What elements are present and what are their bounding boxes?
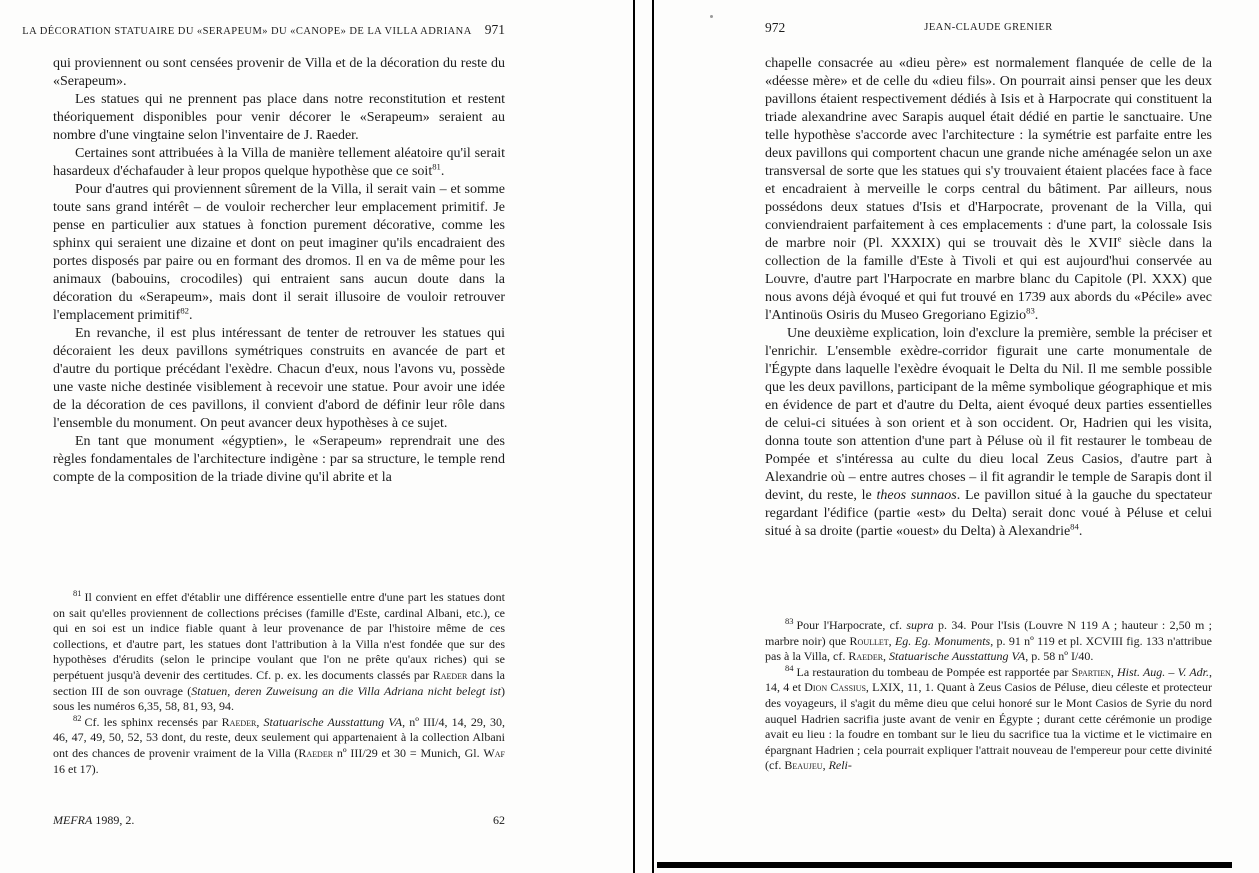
right-running-head <box>765 22 1212 38</box>
left-folio: 971 <box>484 22 505 37</box>
body-paragraph: chapelle consacrée au «dieu père» est normalement flanquée de celle de la «déesse mère» et de celle du «dieu fils». On pourrait ainsi penser que les deux pavillons étaient respectivement dédiés à Isis et à Harpocrate qui constituent la triade alexandrine avec Sarapis auquel était dédié en partie le sanctuaire. Une telle hypothèse s'accorde avec l'architecture : la symétrie est parfaite entre les deux pavillons qui comportent chacun une grande niche aménagée selon un axe transversal de sorte que les statues qui s'y trouvaient étaient placées face à face et encadraient à merveille le corps central du bâtiment. Par ailleurs, nous possédons deux statues d'Isis et d'Harpocrate, provenant de la Villa, qui conviendraient parfaitement à ces emplacements : d'une part, la colossale Isis de marbre noir (Pl. XXXIX) qui se trouvait dès le XVIIe siècle dans la collection de la famille d'Este à Tivoli et qui est aujourd'hui conservée au Louvre, d'autre part l'Harpocrate en marbre blanc du Capitole (Pl. XXX) que nous avons déjà évoqué et qui fut trouvé en 1739 aux abords du «Pécile» avec l'Antinoüs Osiris du Museo Gregoriano Egizio$^{83}$. <box>765 56 1212 323</box>
gutter-line-right <box>652 0 654 873</box>
right-body-text <box>765 55 1212 541</box>
body-paragraph: Certaines sont attribuées à la Villa de manière tellement aléatoire qu'il serait hasardeux d'échafauder à leur propos quelque hypothèse que ce soit$^{81}$. <box>53 146 505 179</box>
footnote-text: Cf. les sphinx recensés par Raeder, Statuarische Ausstattung VA, nº III/4, 14, 29, 30, 46, 47, 49, 50, 52, 53 dont, du reste, deux seulement qui appartenaient à la collection Albani ont des chances de provenir vraiment de la Villa (Raeder nº III/29 et 30 = Munich, Gl. Waf 16 et 17). <box>53 714 506 776</box>
left-body-text <box>53 55 505 487</box>
footnote <box>53 712 506 777</box>
footnote-text: Il convient en effet d'établir une différence essentielle entre d'une part les statues dont on sait qu'elles proviennent de collections précises (famille d'Este, cardinal Albani, etc.), ce qui en soi est un indice fiable quant à leur provenance de par l'histoire même de ces collections, et d'autre part, les statues dont l'attribution à la Villa n'est fondée que sur des hypothèses d'érudits (selon le principe voulant que l'on ne prête qu'aux riches) qui se perpétuent jusqu'à devenir des certitudes. Cf. p. ex. les documents classés par Raeder dans la section III de son ouvrage (Statuen, deren Zuweisung an die Villa Adriana nicht belegt ist) sous les numéros 6,35, 58, 81, 93, 94. <box>53 590 506 714</box>
footnote <box>53 590 505 715</box>
footnote <box>765 618 1212 665</box>
body-paragraph: Pour d'autres qui proviennent sûrement de la Villa, il serait vain – et somme toute sans grand intérêt – de vouloir rechercher leur emplacement primitif. Je pense en particulier aux statues à fonction purement décorative, comme les sphinx qui seraient une dizaine et dont on peut imaginer qu'ils encadraient des portes disposés par paire ou en formant des dromos. Il en va de même pour les animaux (babouins, crocodiles) qui entraient sans aucun doute dans la décoration du «Serapeum», mais dont il serait illusoire de vouloir retrouver l'emplacement primitif$^{82}$. <box>53 182 505 323</box>
left-page-footer <box>53 813 505 828</box>
right-folio: 972 <box>765 20 786 35</box>
body-paragraph: Une deuxième explication, loin d'exclure la première, semble la préciser et l'enrichir. L'ensemble exèdre-corridor figurait une carte monumentale de l'Égypte dans laquelle l'exèdre évoquait le Delta du Nil. Il me semble possible que les deux pavillons, participant de la même symbolique géographique et mis en évidence de part et d'autre du Delta, aient évoqué deux parties essentielles de celui-ci situées à son orient et à son occident. Or, Hadrien qui les visita, donna toute son attention d'une part à Péluse où il fit restaurer le tombeau de Pompée et s'intéressa au culte du dieu local Zeus Casios, d'autre part à Alexandrie où – entre autres choses – il fit agrandir le temple de Sarapis dont il devint, du reste, le theos sunnaos. Le pavillon situé à la gauche du spectateur regardant l'édifice (partie «est» du Delta) serait donc voué à Péluse et celui situé à sa droite (partie «ouest» du Delta) à Alexandrie$^{84}$. <box>765 326 1212 539</box>
footnote-marker: 81 <box>73 588 82 598</box>
journal-issue: 1989, 2. <box>95 813 135 827</box>
body-paragraph: Les statues qui ne prennent pas place dans notre reconstitution et restent théoriquement disponibles pour venir décorer le «Serapeum» seraient au nombre d'une vingtaine selon l'inventaire de J. Raeder. <box>53 92 505 143</box>
footnote-text: Pour l'Harpocrate, cf. supra p. 34. Pour l'Isis (Louvre N 119 A ; hauteur : 2,50 m ; marbre noir) que Roullet, Eg. Eg. Monuments, p. 91 nº 119 et pl. XCVIII fig. 133 n'attribue pas à la Villa, cf. Raeder, Statuarische Ausstattung VA, p. 58 nº I/40. <box>765 618 1212 664</box>
scan-speckle <box>710 15 713 18</box>
journal-title: MEFRA <box>53 813 93 827</box>
footnote-text: La restauration du tombeau de Pompée est rapportée par Spartien, Hist. Aug. – V. Adr., 14, 4 et Dion Cassius, LXIX, 11, 1. Quant à Zeus Casios de Péluse, dieu céleste et protecteur des voyageurs, il s'agit du même dieu que celui honoré sur le Mont Casios de Syrie du nord auquel Hadrien sacrifia juste avant de venir en Égypte ; durant cette cérémonie un prodige avait eu lieu : la foudre en tombant sur le lieu du sacrifice tua la victime et le victimaire en épargnant Hadrien ; cela pourrait expliquer l'attrait nouveau de l'empereur pour cette divinité (cf. Beaujeu, Reli- <box>765 664 1213 773</box>
body-paragraph: En revanche, il est plus intéressant de tenter de retrouver les statues qui décoraient les deux pavillons symétriques construits en avancée de part et d'autre du portique précédant l'exèdre. Chacun d'eux, nous l'avons vu, possède une vaste niche destinée visiblement à recevoir une statue. Pour avoir une idée de la décoration de ces pavillons, il convient d'abord de définir leur rôle dans l'ensemble du monument. On peut avancer deux hypothèses à ce sujet. <box>53 326 505 431</box>
gutter-line-left <box>633 0 635 873</box>
left-running-head <box>22 22 505 38</box>
footnote-marker: 84 <box>785 662 794 673</box>
left-footnotes <box>53 590 505 777</box>
body-paragraph: qui proviennent ou sont censées provenir de Villa et de la décoration du reste du «Serapeum». <box>53 56 505 89</box>
footer-page-number: 62 <box>493 813 505 827</box>
footnote <box>765 662 1213 774</box>
footnote-marker: 82 <box>73 712 82 723</box>
footnote-marker: 83 <box>785 616 794 626</box>
running-head-title: LA DÉCORATION STATUAIRE DU «SERAPEUM» DU «CANOPE» DE LA VILLA ADRIANA <box>22 26 472 37</box>
body-paragraph: En tant que monument «égyptien», le «Serapeum» reprendrait une des règles fondamentales de l'architecture indigène : par sa structure, le temple rend compte de la composition de la triade divine qu'il abrite et la <box>53 434 505 485</box>
journal-reference <box>53 813 134 828</box>
right-footnotes <box>765 618 1212 774</box>
running-head-author: JEAN-CLAUDE GRENIER <box>924 22 1053 33</box>
scan-edge-bar <box>657 862 1232 868</box>
